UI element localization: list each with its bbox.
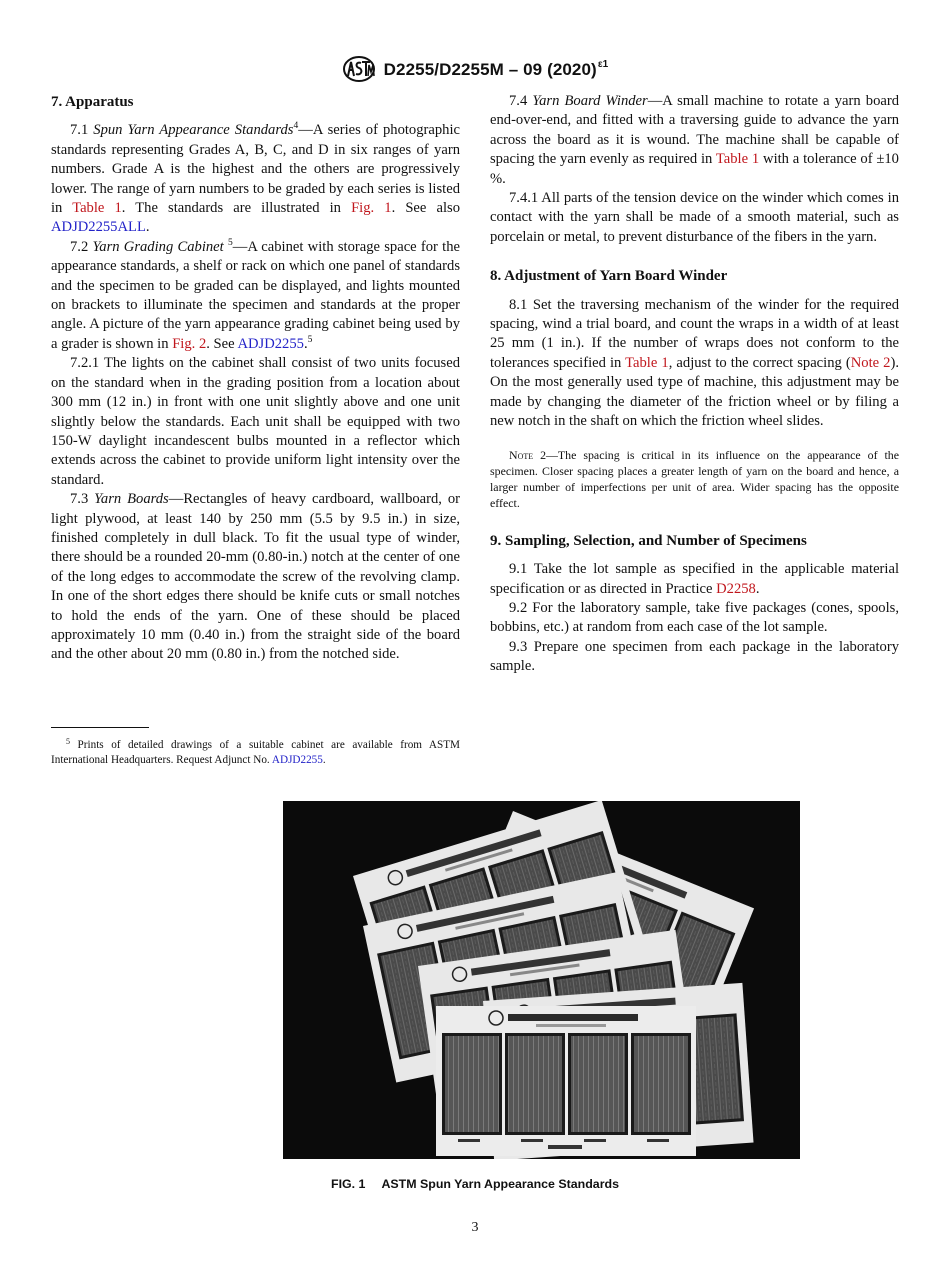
link-note-2[interactable]: Note 2	[850, 354, 891, 371]
paragraph-7-3: 7.3 Yarn Boards—Rectangles of heavy cardboard, wallboard, or light plywood, at least 140 by 250 mm (5.5 by 9.5 in.) in size, finished completely in dull black. To fit the usual type of winder, there should be a rounded 20-mm (0.80-in.) notch at the center of one of the long edges to accommodate the screw of the revolving clamp. In one of the short edges there should be knife cuts or small notches to hold the ends of the yarn. One of these should be placed approximately 10 mm (0.40 in.) from the straight side of the board and the other about 20 mm (0.80 in.) from the notched side.	[51, 491, 461, 663]
note-label: Note 2	[509, 447, 547, 462]
page-header	[0, 55, 950, 83]
paragraph-7-2: 7.2 Yarn Grading Cabinet $^5$—A cabinet with storage space for the appearance standards, a shelf or rack on which one panel of standards and the specimen to be graded can be displayed, and lights mounted on brackets to illuminate the specimen and standards at the proper angle. A picture of the yarn appearance grading cabinet being used by a grader is shown in Fig. 2. See ADJD2255.$^5$	[51, 237, 460, 352]
link-table-1[interactable]: Table 1	[72, 200, 122, 217]
footnote-5: $^5$ Prints of detailed drawings of a suitable cabinet are available from ASTM International Headquarters. Request Adjunct No. ADJD2255.	[51, 737, 460, 766]
term-yarn-grading-cabinet: Yarn Grading Cabinet	[92, 238, 224, 255]
page-number: 3	[471, 1220, 479, 1235]
yarn-standards-photo	[283, 801, 800, 1159]
document-designation: D2255/D2255M – 09 $(2020)^{\varepsilon 1}$	[383, 58, 609, 79]
paragraph-9-2: 9.2 For the laboratory sample, take five packages (cones, spools, bobbins, etc.) at random from each case of the lot sample.	[490, 599, 899, 636]
term-yarn-boards: Yarn Boards	[94, 491, 169, 508]
link-table-1[interactable]: Table 1	[625, 354, 669, 371]
link-d2258[interactable]: D2258	[716, 580, 756, 597]
section-7-heading: 7. Apparatus	[51, 94, 134, 110]
astm-logo-icon	[342, 56, 376, 82]
figure-title: ASTM Spun Yarn Appearance Standards	[381, 1177, 619, 1191]
paragraph-8-1: 8.1 Set the traversing mechanism of the winder for the required spacing, wind a trial board, and count the wraps in a width of at least 25 mm (1 in.). If the number of wraps does not conform to the tolerances specified in Table 1, adjust to the correct spacing (Note 2). On the most generally used type of machine, this adjustment may be made by changing the diameter of the friction wheel or by filing a new notch in the shaft on which the friction wheel slides.	[490, 296, 899, 430]
footnote-ref-5b[interactable]: 5	[307, 334, 313, 345]
term-spun-yarn-standards: Spun Yarn Appearance Standards	[93, 122, 294, 139]
paragraph-9-3: 9.3 Prepare one specimen from each package in the laboratory sample.	[490, 638, 899, 675]
figure-caption	[0, 1177, 950, 1191]
paragraph-7-4-1: 7.4.1 All parts of the tension device on the winder which comes in contact with the yarn shall be made of a smooth material, such as porcelain or metal, to prevent disturbance of the fibers in the yarn.	[490, 190, 899, 245]
photo-illustration	[283, 801, 800, 1159]
note-2: Note 2—The spacing is critical in its influence on the appearance of the specimen. Closer spacing places a greater length of yarn on the board and hence, a larger number of imperfections per unit of area. Wider spacing has the opposite effect.	[490, 447, 899, 511]
footnote-link-adjd2255[interactable]: ADJD2255	[271, 754, 323, 766]
footnote-divider	[51, 727, 149, 728]
term-yarn-board-winder: Yarn Board Winder	[532, 93, 648, 109]
link-table-1[interactable]: Table 1	[715, 151, 760, 168]
figure-number: FIG. 1	[331, 1177, 366, 1191]
epsilon-superscript: ε1	[597, 58, 609, 70]
right-column	[490, 92, 899, 677]
paragraph-9-1: 9.1 Take the lot sample as specified in the applicable material specification or as directed in Practice D2258.	[490, 561, 899, 597]
section-9-heading: 9. Sampling, Selection, and Number of Specimens	[490, 532, 807, 549]
paragraph-7-1: 7.1 Spun Yarn Appearance Standards$^4$—A series of photographic standards representing Grades A, B, C, and D in six ranges of yarn numbers. Grade A is the highest and the others are progressively lower. The range of yarn numbers to be graded by each series is listed in Table 1. The standards are illustrated in Fig. 1. See also ADJD2255ALL.	[51, 121, 460, 236]
link-adjd2255all[interactable]: ADJD2255ALL	[51, 219, 146, 236]
link-fig-2[interactable]: Fig. 2	[172, 335, 207, 352]
footnote-ref-4[interactable]: 4	[293, 121, 299, 132]
section-8-heading: 8. Adjustment of Yarn Board Winder	[490, 268, 728, 285]
paragraph-7-2-1: 7.2.1 The lights on the cabinet shall consist of two units focused on the standard when in the grading position from a location about 300 mm (12 in.) in front with one unit slightly above and one unit slightly below the standards. Each unit shall be equipped with two 150-W daylight incandescent bulbs mounted in a reflector which extends across the cabinet to provide uniform light intensity over the standard.	[51, 355, 460, 488]
link-fig-1[interactable]: Fig. 1	[351, 200, 392, 217]
footnote-ref-5[interactable]: 5	[227, 237, 233, 248]
paragraph-7-4: 7.4 Yarn Board Winder—A small machine to rotate a yarn board end-over-end, and fitted with a traversing guide to advance the yarn across the board as it is wound. The machine shall be capable of spacing the yarn evenly as required in Table 1 with a tolerance of ±10 %.	[490, 93, 899, 187]
left-column	[51, 92, 460, 665]
link-adjd2255[interactable]: ADJD2255	[237, 335, 304, 352]
